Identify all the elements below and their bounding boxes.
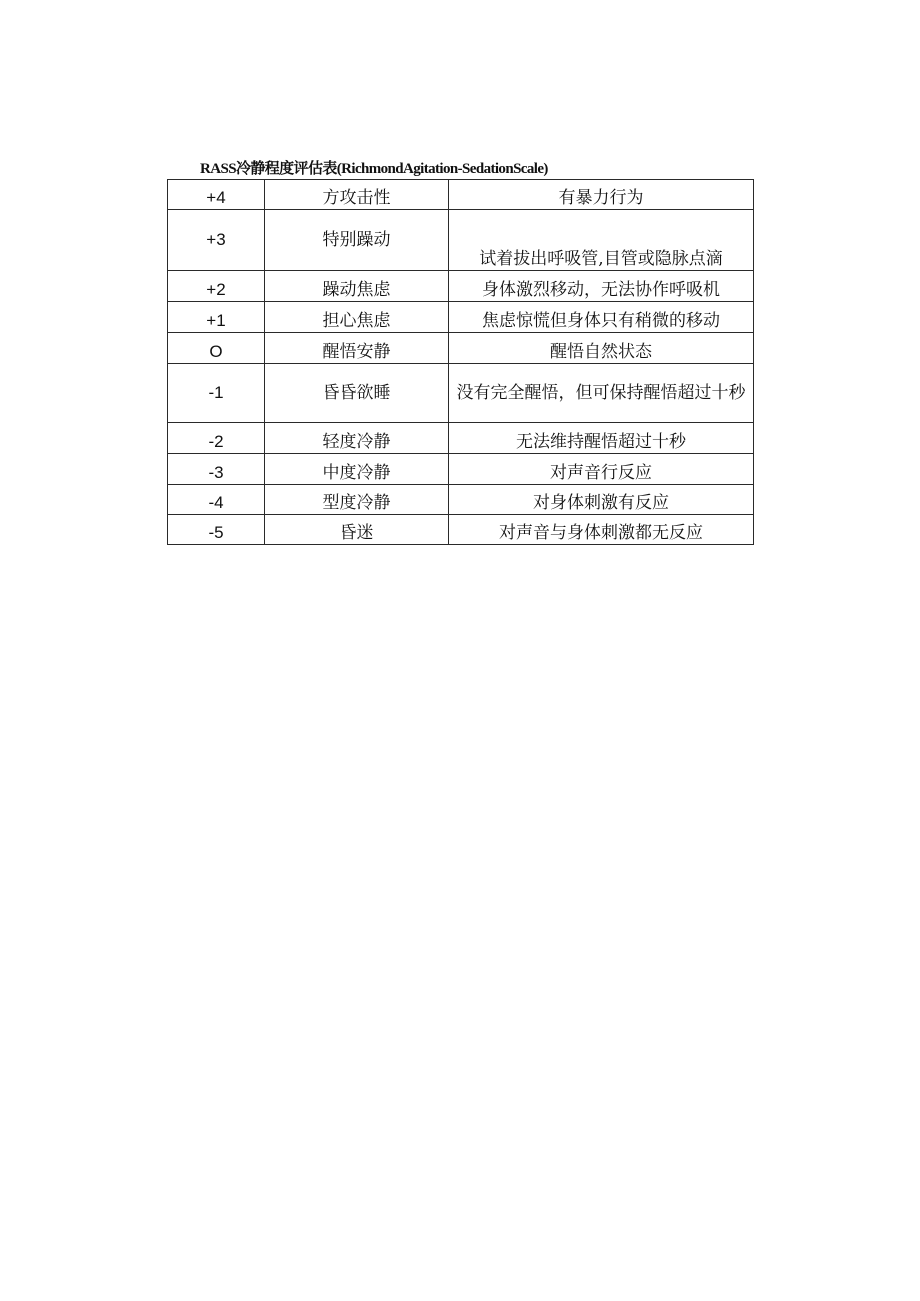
term-cell: 躁动焦虑 [265,271,449,302]
description-cell: 无法维持醒悟超过十秒 [449,423,754,454]
term-cell: 担心焦虑 [265,302,449,333]
term-cell: 方攻击性 [265,180,449,210]
rass-table [167,179,754,545]
score-cell: +2 [168,271,265,302]
description-cell: 试着拔出呼吸管,目管或隐脉点滴 [449,210,754,271]
score-cell: -4 [168,485,265,515]
description-cell: 对声音行反应 [449,454,754,485]
table-row [168,271,754,302]
description-cell: 焦虑惊慌但身体只有稍微的移动 [449,302,754,333]
document-title: RASS冷静程度评估表(RichmondAgitation-SedationScale) [200,161,548,177]
description-cell: 身体激烈移动，无法协作呼吸机 [449,271,754,302]
table-row [168,180,754,210]
term-cell: 昏迷 [265,515,449,545]
table-row [168,515,754,545]
table-row [168,210,754,271]
term-cell: 轻度冷静 [265,423,449,454]
description-cell: 有暴力行为 [449,180,754,210]
table-row [168,333,754,364]
score-cell: +3 [168,210,265,271]
term-cell: 醒悟安静 [265,333,449,364]
description-cell: 醒悟自然状态 [449,333,754,364]
score-cell: +1 [168,302,265,333]
term-cell: 型度冷静 [265,485,449,515]
description-cell: 对身体刺激有反应 [449,485,754,515]
table-row [168,485,754,515]
table-row [168,364,754,423]
score-cell: +4 [168,180,265,210]
table-row [168,302,754,333]
score-cell: -1 [168,364,265,423]
score-cell: O [168,333,265,364]
description-cell: 没有完全醒悟，但可保持醒悟超过十秒 [449,364,754,423]
score-cell: -2 [168,423,265,454]
term-cell: 中度冷静 [265,454,449,485]
table-row [168,423,754,454]
score-cell: -3 [168,454,265,485]
term-cell: 特别躁动 [265,210,449,271]
term-cell: 昏昏欲睡 [265,364,449,423]
description-cell: 对声音与身体刺激都无反应 [449,515,754,545]
table-row [168,454,754,485]
score-cell: -5 [168,515,265,545]
